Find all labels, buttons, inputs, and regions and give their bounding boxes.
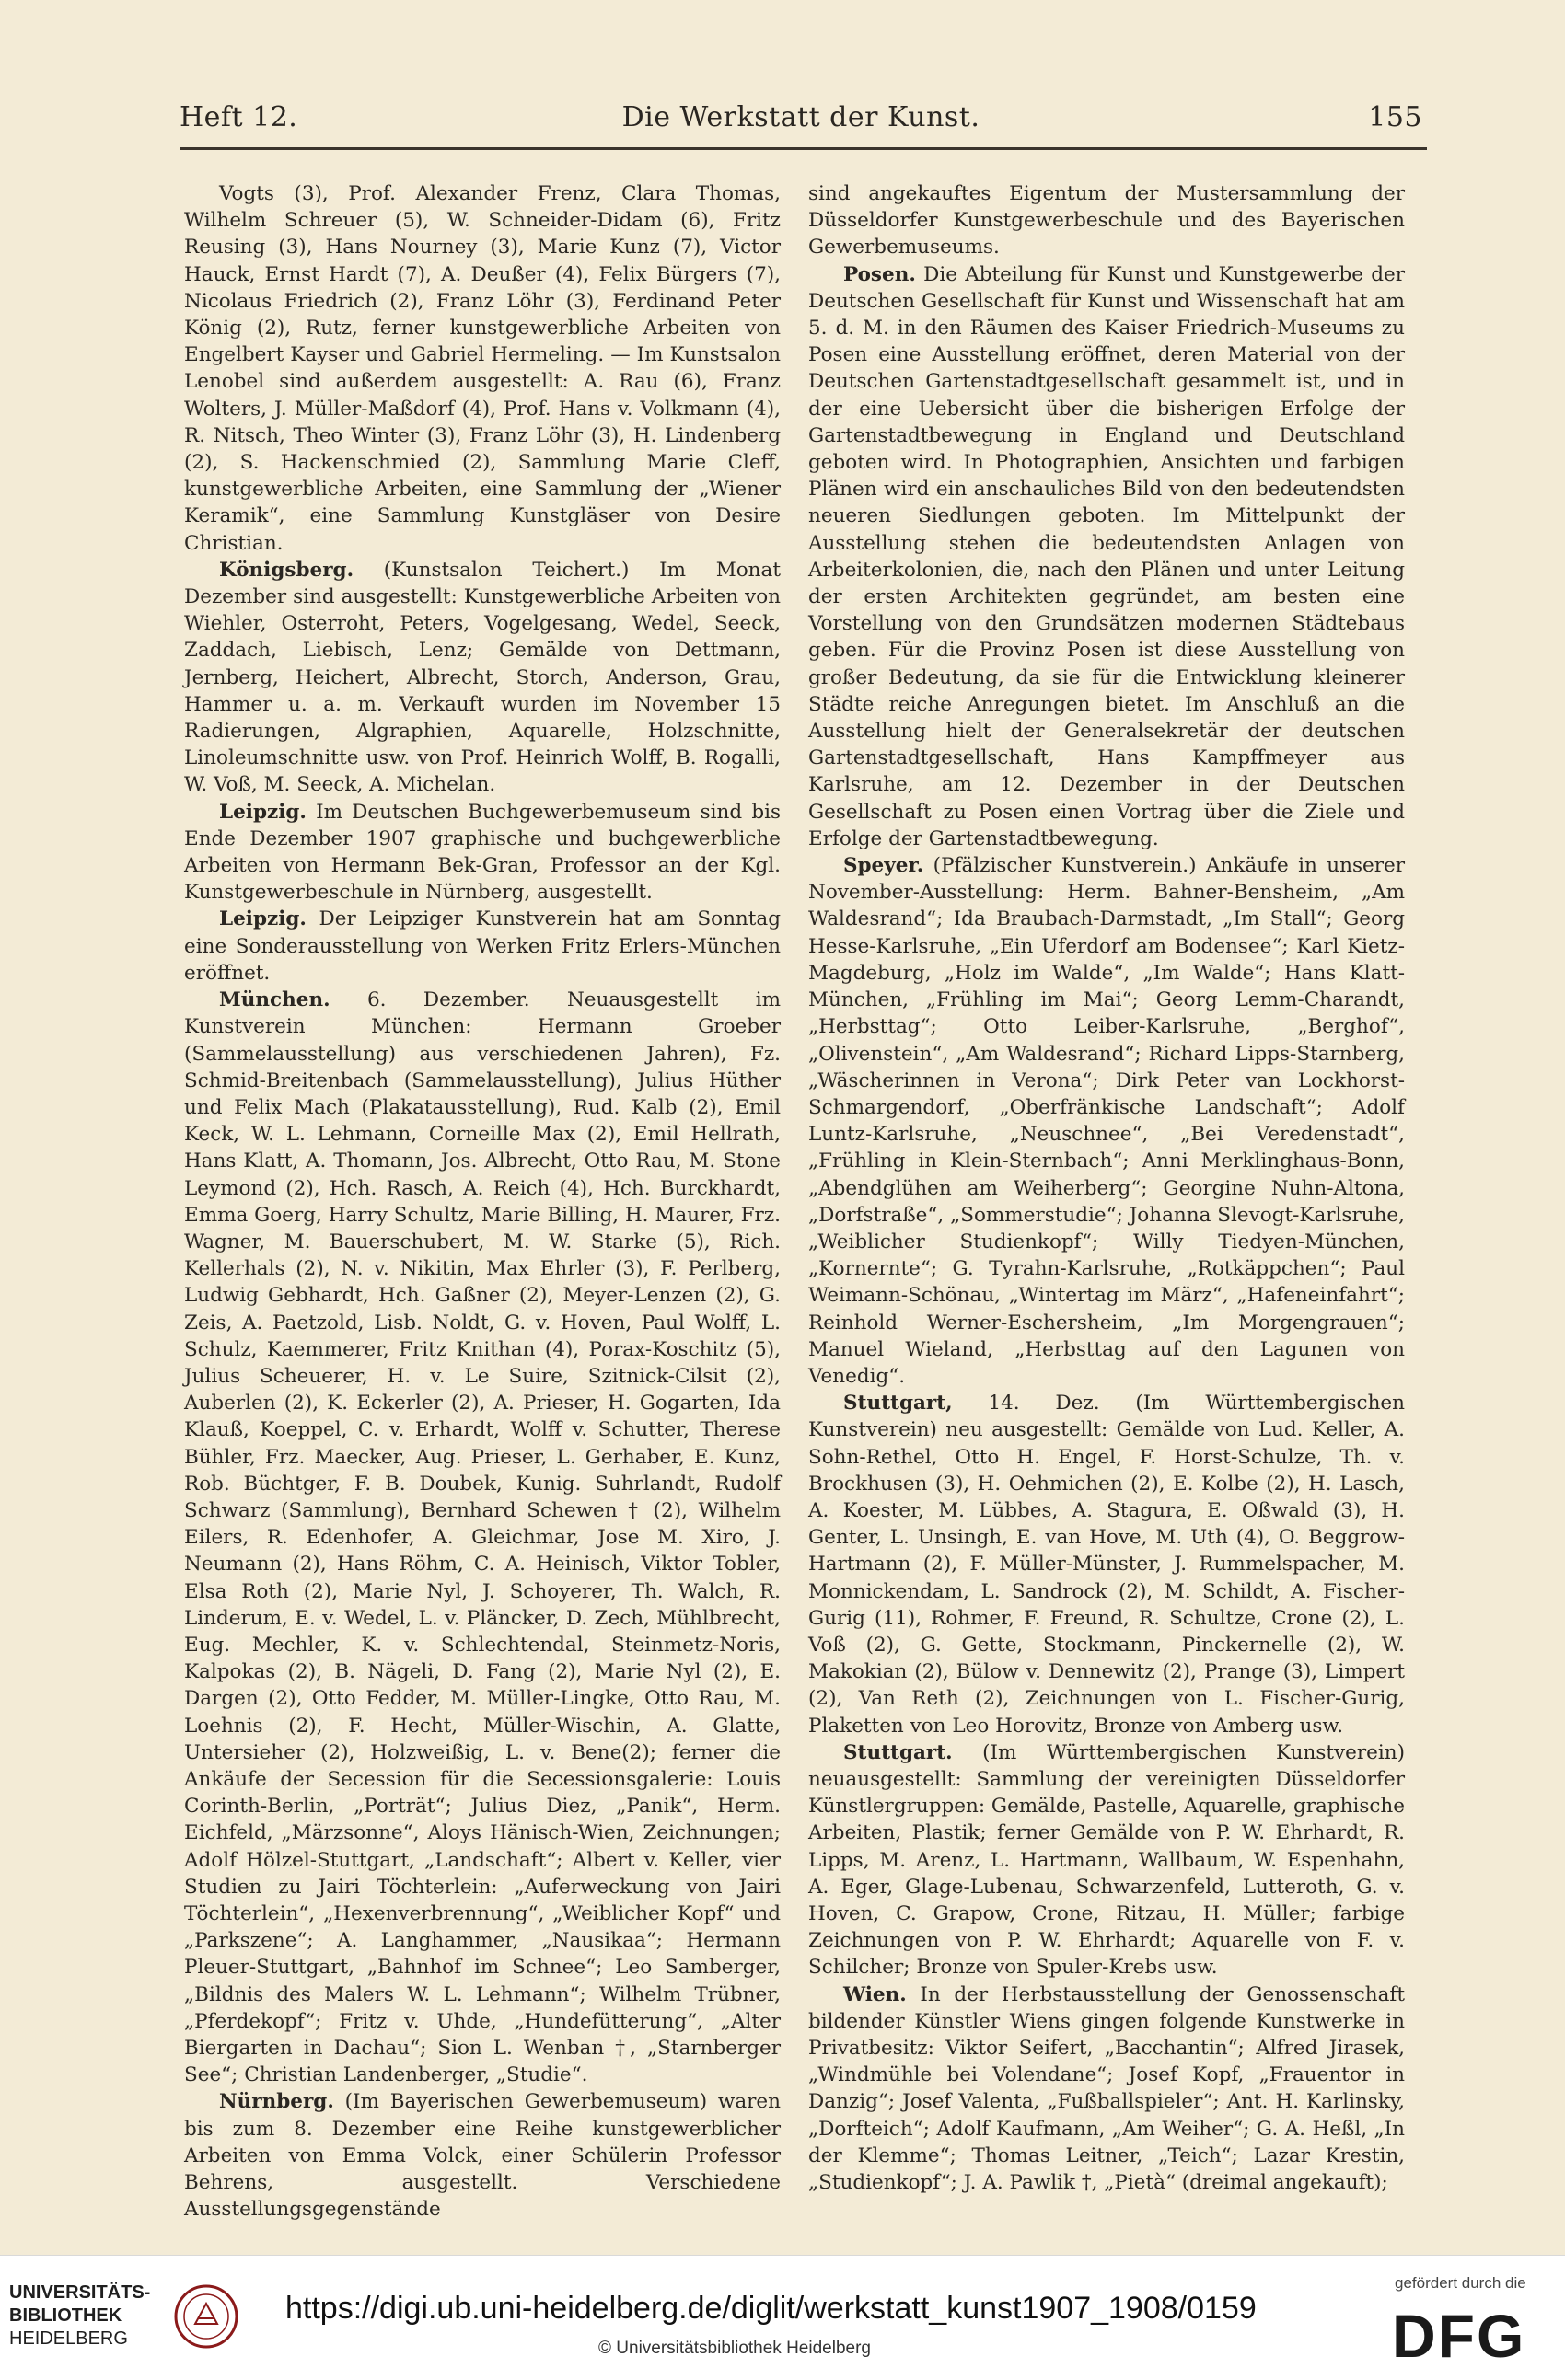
place-heading: München. xyxy=(219,988,330,1012)
paragraph-text: (Pfälzischer Kunstverein.) Ankäufe in unserer November-Ausstellung: Herm. Bahner-Bensheim, „Am Waldesrand“; Ida Braubach-Darmstadt, „Im Stall“; Georg Hesse-Karlsruhe, „Ein Uferdorf am Bodensee“; Karl Kietz-Magdeburg, „Holz im Walde“, „Im Walde“; Hans Klatt-München, „Frühling im Mai“; Georg Lemm-Charandt, „Herbsttag“; Otto Leiber-Karlsruhe, „Berghof“, „Olivenstein“, „Am Waldesrand“; Richard Lipps-Starnberg, „Wäscherinnen in Verona“; Dirk Peter van Lockhorst-Schmargendorf, „Oberfränkische Landschaft“; Adolf Luntz-Karlsruhe, „Neuschnee“, „Bei Veredenstadt“, „Frühling in Klein-Sternbach“; Anni Merklinghaus-Bonn, „Abendglühen am Weiherberg“; Georgine Nuhn-Altona, „Dorfstraße“, „Sommerstudie“; Johanna Slevogt-Karlsruhe, „Weiblicher Studienkopf“; Willy Tiedyen-München, „Kornernte“; G. Tyrahn-Karlsruhe, „Rotkäppchen“; Paul Weimann-Schönau, „Wintertag im März“, „Hafeneinfahrt“; Reinhold Werner-Eschersheim, „Im Morgengrauen“; Manuel Wieland, „Herbsttag auf den Lagunen von Venedig“. xyxy=(808,854,1405,1388)
place-heading: Königsberg. xyxy=(219,558,354,582)
article-paragraph xyxy=(184,2088,781,2223)
place-heading: Stuttgart, xyxy=(843,1392,953,1415)
university-library-logo[interactable] xyxy=(9,2282,230,2355)
place-heading: Leipzig. xyxy=(219,907,307,931)
paragraph-text: sind angekauftes Eigentum der Mustersammlung der Düsseldorfer Kunstgewerbeschule und des Bayerischen Gewerbemuseums. xyxy=(808,182,1405,260)
library-name: UNIVERSITÄTS- BIBLIOTHEK HEIDELBERG xyxy=(9,2282,151,2349)
article-paragraph xyxy=(184,906,781,987)
seal-icon xyxy=(173,2283,239,2350)
article-paragraph xyxy=(808,261,1405,852)
article-paragraph xyxy=(184,180,781,557)
paragraph-text: Vogts (3), Prof. Alexander Frenz, Clara Thomas, Wilhelm Schreuer (5), W. Schneider-Didam (6), Fritz Reusing (3), Hans Nourney (3), Marie Kunz (7), Victor Hauck, Ernst Hardt (7), A. Deußer (4), Felix Bürgers (7), Nicolaus Friedrich (2), Franz Löhr (3), Ferdinand Peter König (2), Rutz, ferner kunstgewerbliche Arbeiten von Engelbert Kayser und Gabriel Hermeling. — Im Kunstsalon Lenobel sind außerdem ausgestellt: A. Rau (6), Franz Wolters, J. Müller-Maßdorf (4), Prof. Hans v. Volkmann (4), R. Nitsch, Theo Winter (3), Franz Löhr (3), H. Lindenberg (2), S. Hackenschmied (2), Sammlung Marie Cleff, kunstgewerbliche Arbeiten, eine Sammlung der „Wiener Keramik“, eine Sammlung Kunstgläser von Desire Christian. xyxy=(184,182,781,555)
paragraph-text: 6. Dezember. Neuausgestellt im Kunstverein München: Hermann Groeber (Sammelausstellung) aus verschiedenen Jahren), Fz. Schmid-Breitenbach (Sammelausstellung), Julius Hüther und Felix Mach (Plakatausstellung), Rud. Kalb (2), Emil Keck, W. L. Lehmann, Corneille Max (2), Emil Hellrath, Hans Klatt, A. Thomann, Jos. Albrecht, Otto Rau, M. Stone Leymond (2), Hch. Rasch, A. Reich (4), Hch. Burckhardt, Emma Goerg, Harry Schultz, Marie Billing, H. Maurer, Frz. Wagner, M. Bauerschubert, M. W. Starke (5), Rich. Kellerhals (2), N. v. Nikitin, Max Ehrler (3), F. Perlberg, Ludwig Gebhardt, Hch. Gaßner (2), Meyer-Lenzen (2), G. Zeis, A. Paetzold, Lisb. Noldt, G. v. Hoven, Paul Wolff, L. Schulz, Kaemmerer, Fritz Knithan (4), Porax-Koschitz (5), Julius Scheuerer, H. v. Le Suire, Szitnick-Cilsit (2), Auberlen (2), K. Eckerler (2), A. Prieser, H. Gogarten, Ida Klauß, Koeppel, C. v. Erhardt, Wolff v. Schutter, Therese Bühler, Frz. Maecker, Aug. Prieser, L. Gerhaber, E. Kunz, Rob. Büchtger, F. B. Doubek, Kunig. Suhrlandt, Rudolf Schwarz (Sammlung), Bernhard Schewen † (2), Wilhelm Eilers, R. Edenhofer, A. Gleichmar, Jose M. Xiro, J. Neumann (2), Hans Röhm, C. A. Heinisch, Viktor Tobler, Elsa Roth (2), Marie Nyl, J. Schoyerer, Th. Walch, R. Linderum, E. v. Wedel, L. v. Pläncker, D. Zech, Mühlbrecht, Eug. Mechler, K. v. Schlechtendal, Steinmetz-Noris, Kalpokas (2), B. Nägeli, D. Fang (2), Marie Nyl (2), E. Dargen (2), Otto Fedder, M. Müller-Lingke, Otto Rau, M. Loehnis (2), F. Hecht, Müller-Wischin, A. Glatte, Untersieher (2), Holzweißig, L. v. Bene(2); ferner die Ankäufe der Secession für die Secessionsgalerie: Louis Corinth-Berlin, „Porträt“; Julius Diez, „Panik“, Herm. Eichfeld, „Märzsonne“, Aloys Hänisch-Wien, Zeichnungen; Adolf Hölzel-Stuttgart, „Landschaft“; Albert v. Keller, vier Studien zu Jairi Töchterlein: „Auferweckung von Jairi Töchterlein“, „Hexenverbrennung“, „Weiblicher Kopf“ und „Parkszene“; A. Langhammer, „Nausikaa“; Hermann Pleuer-Stuttgart, „Bahnhof im Schnee“; Leo Samberger, „Bildnis des Malers W. L. Lehmann“; Wilhelm Trübner, „Pferdekopf“; Fritz v. Uhde, „Hundefütterung“, „Alter Biergarten in Dachau“; Sion L. Wenban †, „Starnberger See“; Christian Landenberger, „Studie“. xyxy=(184,988,781,2087)
article-paragraph xyxy=(808,180,1405,261)
journal-title: Die Werkstatt der Kunst. xyxy=(621,101,980,133)
place-heading: Nürnberg. xyxy=(219,2090,334,2114)
article-paragraph xyxy=(808,852,1405,1390)
svg-text:DFG: DFG xyxy=(1392,2302,1526,2370)
viewer-footer xyxy=(0,2255,1565,2380)
running-header xyxy=(180,99,1422,147)
paragraph-text: Die Abteilung für Kunst und Kunstgewerbe der Deutschen Gesellschaft für Kunst und Wissenschaft hat am 5. d. M. in den Räumen des Kaiser Friedrich-Museums zu Posen eine Ausstellung eröffnet, deren Material von der Deutschen Gartenstadtgesellschaft gesammelt ist, und in der eine Uebersicht über die bisherigen Erfolge der Gartenstadtbewegung in England und Deutschland geboten wird. In Photographien, Ansichten und farbigen Plänen wird ein anschauliches Bild von den bedeutendsten neueren Siedlungen geboten. Im Mittelpunkt der Ausstellung stehen die bedeutendsten Anlagen von Arbeiterkolonien, die, nach den Plänen und unter Leitung der ersten Architekten gegründet, am besten eine Vorstellung von den Grundsätzen modernen Städtebaus geben. Für die Provinz Posen ist diese Ausstellung von großer Bedeutung, da sie für die Entwicklung kleinerer Städte reiche Anregungen bietet. Im Anschluß an die Ausstellung hielt der Generalsekretär der deutschen Gartenstadtgesellschaft, Hans Kampffmeyer aus Karlsruhe, am 12. Dezember in der Deutschen Gesellschaft zu Posen einen Vortrag über die Ziele und Erfolge der Gartenstadtbewegung. xyxy=(808,262,1405,850)
place-heading: Wien. xyxy=(843,1982,907,2006)
permalink-url[interactable]: https://digi.ub.uni-heidelberg.de/diglit/werkstatt_kunst1907_1908/0159 xyxy=(285,2291,1257,2326)
page-number: 155 xyxy=(1368,101,1422,133)
paragraph-text: 14. Dez. (Im Württembergischen Kunstverein) neu ausgestellt: Gemälde von Lud. Keller, A. Sohn-Rethel, Otto H. Engel, F. Horst-Schulze, Th. v. Brockhusen (3), H. Oehmichen (2), E. Kolbe (2), H. Lasch, A. Koester, M. Lübbes, A. Stagura, E. Oßwald (3), H. Genter, L. Unsingh, E. van Hove, M. Uth (4), O. Beggrow-Hartmann (2), F. Müller-Münster, J. Rummelspacher, M. Monnickendam, L. Sandrock (2), M. Schildt, A. Fischer-Gurig (11), Rohmer, F. Freund, R. Schultze, Crone (2), L. Voß (2), G. Gette, Stockmann, Pinckernelle (2), W. Makokian (2), Bülow v. Dennewitz (2), Prange (3), Limpert (2), Van Reth (2), Zeichnungen von L. Fischer-Gurig, Plaketten von Leo Horovitz, Bronze von Amberg usw. xyxy=(808,1392,1405,1738)
right-column xyxy=(808,180,1405,2196)
place-heading: Leipzig. xyxy=(219,800,307,824)
paragraph-text: In der Herbstausstellung der Genossenschaft bildender Künstler Wiens gingen folgende Kunstwerke in Privatbesitz: Viktor Seifert, „Bacchantin“; Alfred Jirasek, „Windmühle bei Volendane“; Josef Kopf, „Frauentor in Danzig“; Josef Valenta, „Fußballspieler“; Ant. H. Karlinsky, „Dorfteich“; Adolf Kaufmann, „Am Weiher“; G. A. Heßl, „In der Klemme“; Thomas Leitner, „Teich“; Lazar Krestin, „Studienkopf“; J. A. Pawlik †, „Pietà“ (dreimal angekauft); xyxy=(808,1982,1405,2195)
left-column xyxy=(184,180,781,2222)
article-paragraph xyxy=(808,1981,1405,2197)
article-paragraph xyxy=(184,799,781,907)
dfg-logo[interactable] xyxy=(1388,2302,1549,2370)
issue-number: Heft 12. xyxy=(180,101,298,133)
header-rule xyxy=(180,147,1427,150)
copyright-notice: © Universitätsbibliothek Heidelberg xyxy=(598,2339,871,2358)
paragraph-text: (Kunstsalon Teichert.) Im Monat Dezember sind ausgestellt: Kunstgewerbliche Arbeiten von Wiehler, Osterroht, Peters, Vogelgesang, Wedel, Seeck, Zaddach, Liebisch, Lenz; Gemälde von Dettmann, Jernberg, Heichert, Albrecht, Storch, Anderson, Grau, Hammer u. a. m. Verkauft wurden im November 15 Radierungen, Algraphien, Aquarelle, Holzschnitte, Linoleumschnitte usw. von Prof. Heinrich Wolff, B. Rogalli, W. Voß, M. Seeck, A. Michelan. xyxy=(184,558,781,797)
place-heading: Stuttgart. xyxy=(843,1740,953,1764)
article-paragraph xyxy=(808,1739,1405,1981)
place-heading: Speyer. xyxy=(843,854,924,878)
article-paragraph xyxy=(184,987,781,2088)
funding-note: gefördert durch die xyxy=(1395,2274,1526,2292)
article-paragraph xyxy=(184,557,781,799)
place-heading: Posen. xyxy=(843,262,916,286)
article-paragraph xyxy=(808,1390,1405,1739)
paragraph-text: (Im Bayerischen Gewerbemuseum) waren bis zum 8. Dezember eine Reihe kunstgewerblicher Arbeiten von Emma Volck, einer Schülerin Professor Behrens, ausgestellt. Verschiedene Ausstellungsgegenstände xyxy=(184,2090,781,2222)
paragraph-text: Der Leipziger Kunstverein hat am Sonntag eine Sonderausstellung von Werken Fritz Erlers-München eröffnet. xyxy=(184,907,781,985)
paragraph-text: Im Deutschen Buchgewerbemuseum sind bis Ende Dezember 1907 graphische und buchgewerbliche Arbeiten von Hermann Bek-Gran, Professor an der Kgl. Kunstgewerbeschule in Nürnberg, ausgestellt. xyxy=(184,800,781,905)
paragraph-text: (Im Württembergischen Kunstverein) neuausgestellt: Sammlung der vereinigten Düsseldorfer Künstlergruppen: Gemälde, Pastelle, Aquarelle, graphische Arbeiten, Plastik; ferner Gemälde von P. W. Ehrhardt, R. Lipps, M. Arenz, L. Hartmann, Wallbaum, W. Espenhahn, A. Eger, Glage-Lubenau, Schwarzenfeld, Lutteroth, G. v. Hoven, C. Grapow, Crone, Ritzau, H. Müller; farbige Zeichnungen von P. W. Ehrhardt; Aquarelle von F. v. Schilcher; Bronze von Spuler-Krebs usw. xyxy=(808,1740,1405,1980)
